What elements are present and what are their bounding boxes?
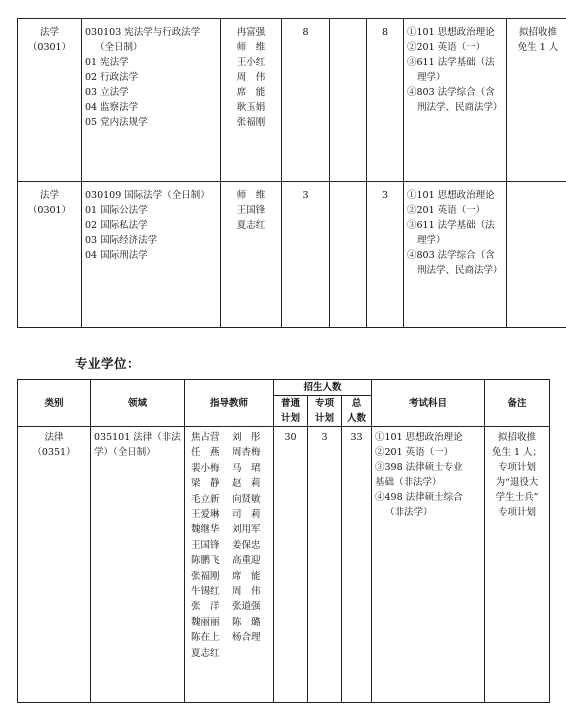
header-enroll-group: 招生人数 [274,380,372,396]
header-line: 普通 [280,398,300,409]
note-line: 为“退役大 [495,477,539,488]
tutor-name: 王小红 [236,57,266,68]
tutor-name: 刘用军 [232,524,261,536]
field-line: 030109 国际法学（全日制） [85,190,210,201]
exam-line: 理学） [417,72,446,83]
header-total [342,396,372,427]
field-line: 04 监察法学 [85,102,139,113]
field-cell [82,182,221,328]
general-plan-cell: 30 [274,427,308,703]
exam-line: 理学） [417,235,446,246]
tutor-name: 张道强 [232,601,261,613]
tutor-name: 马 珺 [232,462,261,474]
tutor-name: 席 能 [232,570,261,582]
exam-line: （非法学） [385,507,433,518]
exam-line: ③398 法律硕士专业 [375,462,463,473]
tutors-cell [221,19,282,182]
exam-cell [404,19,507,182]
tutors-cell [221,182,282,328]
field-line: 03 立法学 [85,87,129,98]
field-cell [82,19,221,182]
exam-line: ④803 法学综合（含 [407,87,495,98]
tutor-name: 裴小梅 [191,462,220,474]
tutor-name: 周杏梅 [232,447,261,459]
tutor-name: 张福刚 [191,570,220,582]
category-cell [18,427,91,703]
category-code: （0301） [27,42,72,53]
field-line: （全日制） [95,42,143,53]
header-line: 人数 [347,413,367,424]
exam-line: ②201 英语（一） [407,42,486,53]
tutor-name: 赵 莉 [232,478,261,490]
field-line: 02 行政法学 [85,72,139,83]
total-cell: 3 [367,182,404,328]
tutor-name: 姜保忠 [232,539,261,551]
tutor-name: 王爱琳 [191,509,220,521]
category-cell [18,19,82,182]
table-row [18,182,566,328]
tutor-name: 高重迎 [232,555,261,567]
header-exam: 考试科目 [372,380,485,427]
exam-line: ④803 法学综合（含 [407,250,495,261]
tutor-name: 陈在上 [191,632,220,644]
header-line: 计划 [280,413,300,424]
field-line: 01 国际公法学 [85,205,148,216]
tutor-name: 司 莉 [232,509,261,521]
field-line: 02 国际私法学 [85,220,148,231]
tutor-name: 杨合理 [232,632,261,644]
note-cell [507,19,566,182]
category-cell [18,182,82,328]
note-line: 专项计划 [498,462,537,473]
tutor-name: 席 能 [236,87,266,98]
header-line: 专项 [314,398,334,409]
special-plan-cell [330,182,367,328]
header-row [18,380,550,396]
category-code: （0301） [27,205,72,216]
tutor-name: 刘 彤 [232,432,261,443]
exam-line: ①101 思想政治理论 [375,432,463,443]
tutor-name: 魏丽丽 [191,616,220,628]
section-heading: 专业学位： [75,356,141,371]
academic-degree-table [17,18,566,328]
tutor-name: 夏志红 [191,647,220,659]
header-line: 计划 [314,413,334,424]
tutor-name: 毛立新 [191,493,220,505]
tutor-name: 牛锡红 [191,586,220,598]
tutor-name: 周 伟 [236,72,266,83]
header-field: 领域 [91,380,185,427]
tutor-name: 耿玉娟 [236,102,266,113]
exam-line: 刑法学、民商法学） [417,265,503,276]
tutor-name: 王国锋 [191,539,220,551]
table-row [18,427,550,703]
general-plan-cell: 3 [282,182,330,328]
table-row [18,19,566,182]
tutor-name: 张福刚 [236,117,266,128]
total-cell: 8 [367,19,404,182]
exam-line: 刑法学、民商法学） [417,102,503,113]
tutor-name: 任 燕 [191,447,220,459]
note-line: 拟招收推 [498,432,537,443]
exam-line: ①101 思想政治理论 [407,27,495,38]
category-name: 法学 [39,190,59,201]
exam-cell [404,182,507,328]
field-cell [91,427,185,703]
category-name: 法律 [44,432,64,443]
note-line: 拟招收推 [518,27,557,38]
tutor-name: 冉富强 [236,27,266,38]
special-plan-cell [330,19,367,182]
exam-line: ③611 法学基础（法 [407,57,495,68]
tutor-name: 师 维 [236,190,266,201]
header-category: 类别 [18,380,91,427]
exam-cell [372,427,485,703]
tutor-name: 张 洋 [191,601,220,613]
exam-line: ②201 英语（一） [375,447,454,458]
note-line: 免生 1 人 [517,42,559,53]
exam-line: ①101 思想政治理论 [407,190,495,201]
tutor-name: 夏志红 [236,220,266,231]
tutors-cell [185,427,274,703]
field-line: 05 党内法规学 [85,117,148,128]
header-line: 总 [351,398,362,409]
tutor-name: 梁 静 [191,478,220,490]
tutor-name: 王国锋 [236,205,266,216]
header-note: 备注 [485,380,550,427]
exam-line: ④498 法律硕士综合 [375,492,463,503]
field-line: 04 国际刑法学 [85,250,148,261]
tutor-name: 师 维 [236,42,266,53]
tutor-name: 向贤敏 [232,493,261,505]
special-plan-cell: 3 [308,427,342,703]
exam-line: ②201 英语（一） [407,205,486,216]
note-line: 学生士兵” [495,492,539,503]
professional-degree-table [17,379,550,703]
field-line: 学）（全日制） [94,447,156,458]
tutor-name: 周 伟 [232,586,261,598]
tutor-name: 陈鹏飞 [191,555,220,567]
header-special-plan [308,396,342,427]
field-line: 01 宪法学 [85,57,129,68]
general-plan-cell: 8 [282,19,330,182]
category-name: 法学 [39,27,59,38]
note-line: 专项计划 [498,507,537,518]
field-line: 035101 法律（非法 [94,432,181,443]
note-cell [485,427,550,703]
header-tutors: 指导教师 [185,380,274,427]
tutor-name: 陈 璐 [232,616,261,628]
total-cell: 33 [342,427,372,703]
field-line: 030103 宪法学与行政法学 [85,27,201,38]
exam-line: ③611 法学基础（法 [407,220,495,231]
category-code: （0351） [32,447,76,458]
field-line: 03 国际经济法学 [85,235,158,246]
tutor-name: 魏继华 [191,524,220,536]
exam-line: 基础（非法学） [375,477,442,488]
tutor-name: 焦占营 [191,432,220,443]
note-cell [507,182,566,328]
note-line: 免生 1 人； [491,447,543,458]
header-general-plan [274,396,308,427]
